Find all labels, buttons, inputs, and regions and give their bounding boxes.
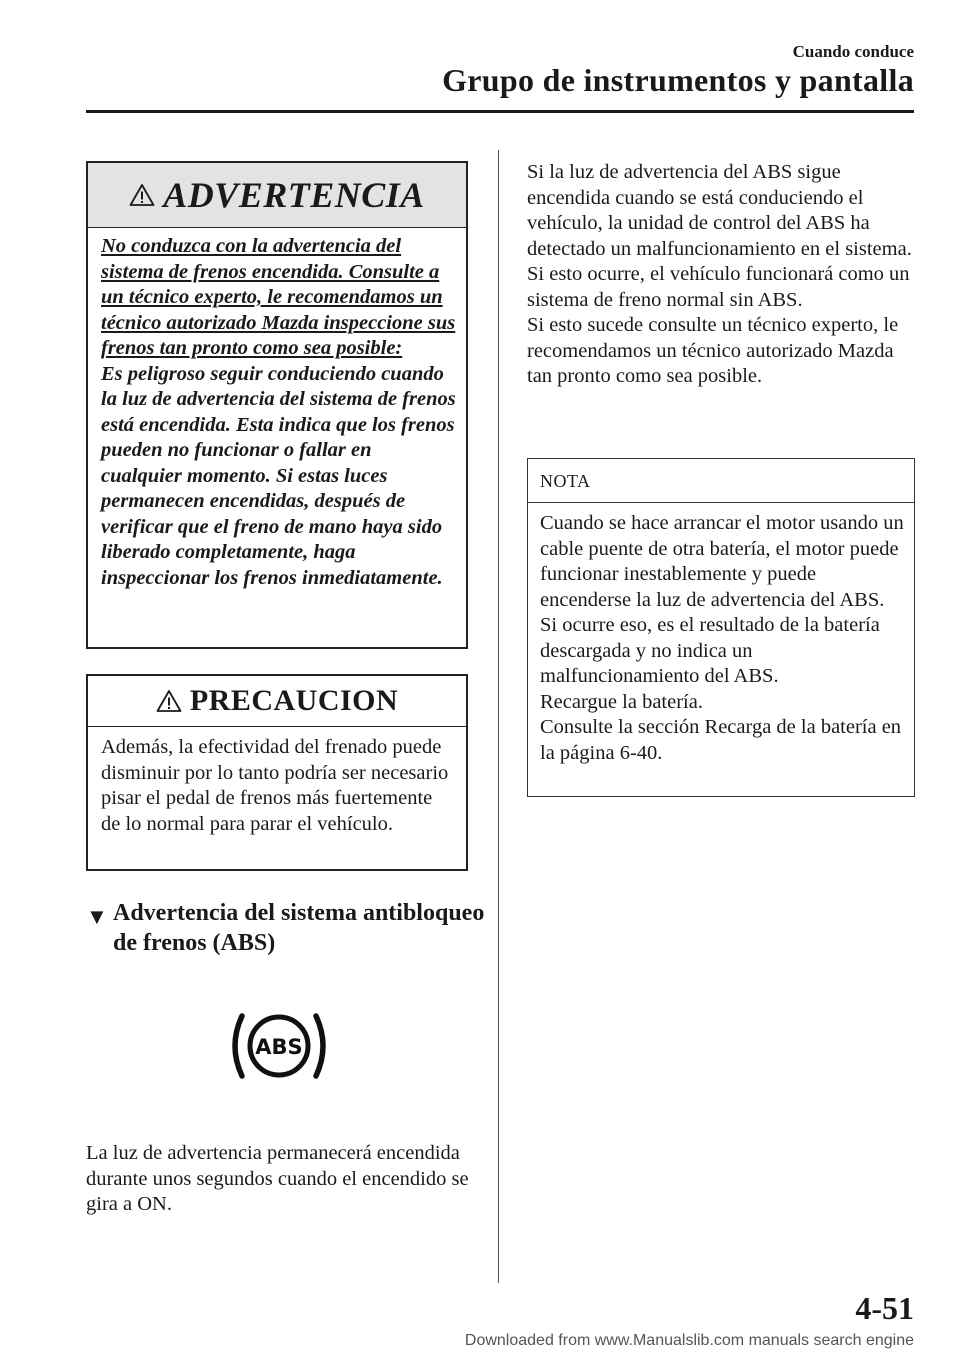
- warning-lead: No conduzca con la advertencia del sistema de frenos encendida. Consulte a un técnico experto, le recomendamos un técnico autorizado Mazda inspeccione sus frenos tan pronto como sea posible:: [101, 235, 456, 359]
- warning-triangle-icon: [129, 183, 155, 207]
- warning-body: [88, 228, 466, 591]
- caution-triangle-icon: [156, 689, 182, 713]
- right-paragraph-2: Si esto sucede consulte un técnico experto, le recomendamos un técnico autorizado Mazda tan pronto como sea posible.: [527, 314, 899, 387]
- right-column-text: [527, 160, 917, 390]
- abs-icon-label: ABS: [255, 1035, 303, 1059]
- right-paragraph-1: Si la luz de advertencia del ABS sigue encendida cuando se está conduciendo el vehículo, la unidad de control del ABS ha detectado un malfuncionamiento en el sistema. Si esto ocurre, el vehículo funcionará como un sistema de freno normal sin ABS.: [527, 161, 912, 311]
- page-number: 4-51: [855, 1290, 914, 1326]
- page-title: Grupo de instrumentos y pantalla: [442, 62, 914, 98]
- warning-header: [88, 163, 466, 228]
- column-divider: [498, 150, 499, 1283]
- warning-box: [86, 161, 468, 649]
- warning-text: Es peligroso seguir conduciendo cuando la luz de advertencia del sistema de frenos está encendida. Esta indica que los frenos pueden no funcionar o fallar en cualquier momento. Si estas luces permanecen encendidas, después de verificar que el freno de mano haya sido liberado completamente, haga inspeccionar los frenos inmediatamente.: [101, 362, 456, 589]
- footer-url: Downloaded from www.Manualslib.com manuals search engine: [464, 1332, 914, 1349]
- note-paragraph-1: Cuando se hace arrancar el motor usando un cable puente de otra batería, el motor puede funcionar inestablemente y puede encenderse la luz de advertencia del ABS. Si ocurre eso, es el resultado de la batería descargada y no indica un malfuncionamiento del ABS.: [540, 512, 904, 687]
- note-box: [527, 458, 915, 797]
- abs-warning-icon: [226, 1006, 332, 1086]
- section-heading-text: Advertencia del sistema antibloqueo de frenos (ABS): [113, 900, 485, 956]
- caution-box: [86, 674, 468, 871]
- caution-title: PRECAUCION: [189, 684, 399, 717]
- caution-body: Además, la efectividad del frenado puede disminuir por lo tanto podría ser necesario pisar el pedal de frenos más fuertemente de lo normal para parar el vehículo.: [101, 736, 449, 835]
- note-paragraph-2: Recargue la batería.: [540, 690, 703, 713]
- note-paragraph-3: Consulte la sección Recarga de la batería en la página 6-40.: [540, 716, 902, 764]
- note-title: NOTA: [528, 459, 914, 503]
- section-bullet-icon: ▼: [86, 904, 108, 929]
- caution-header: [88, 676, 466, 727]
- section-intro: La luz de advertencia permanecerá encendida durante unos segundos cuando el encendido se gira a ON.: [86, 1142, 469, 1215]
- section-heading: [86, 898, 486, 958]
- header-rule: [86, 110, 914, 113]
- note-body: [528, 503, 914, 766]
- header-section-label: Cuando conduce: [792, 42, 914, 61]
- warning-title: ADVERTENCIA: [163, 175, 425, 215]
